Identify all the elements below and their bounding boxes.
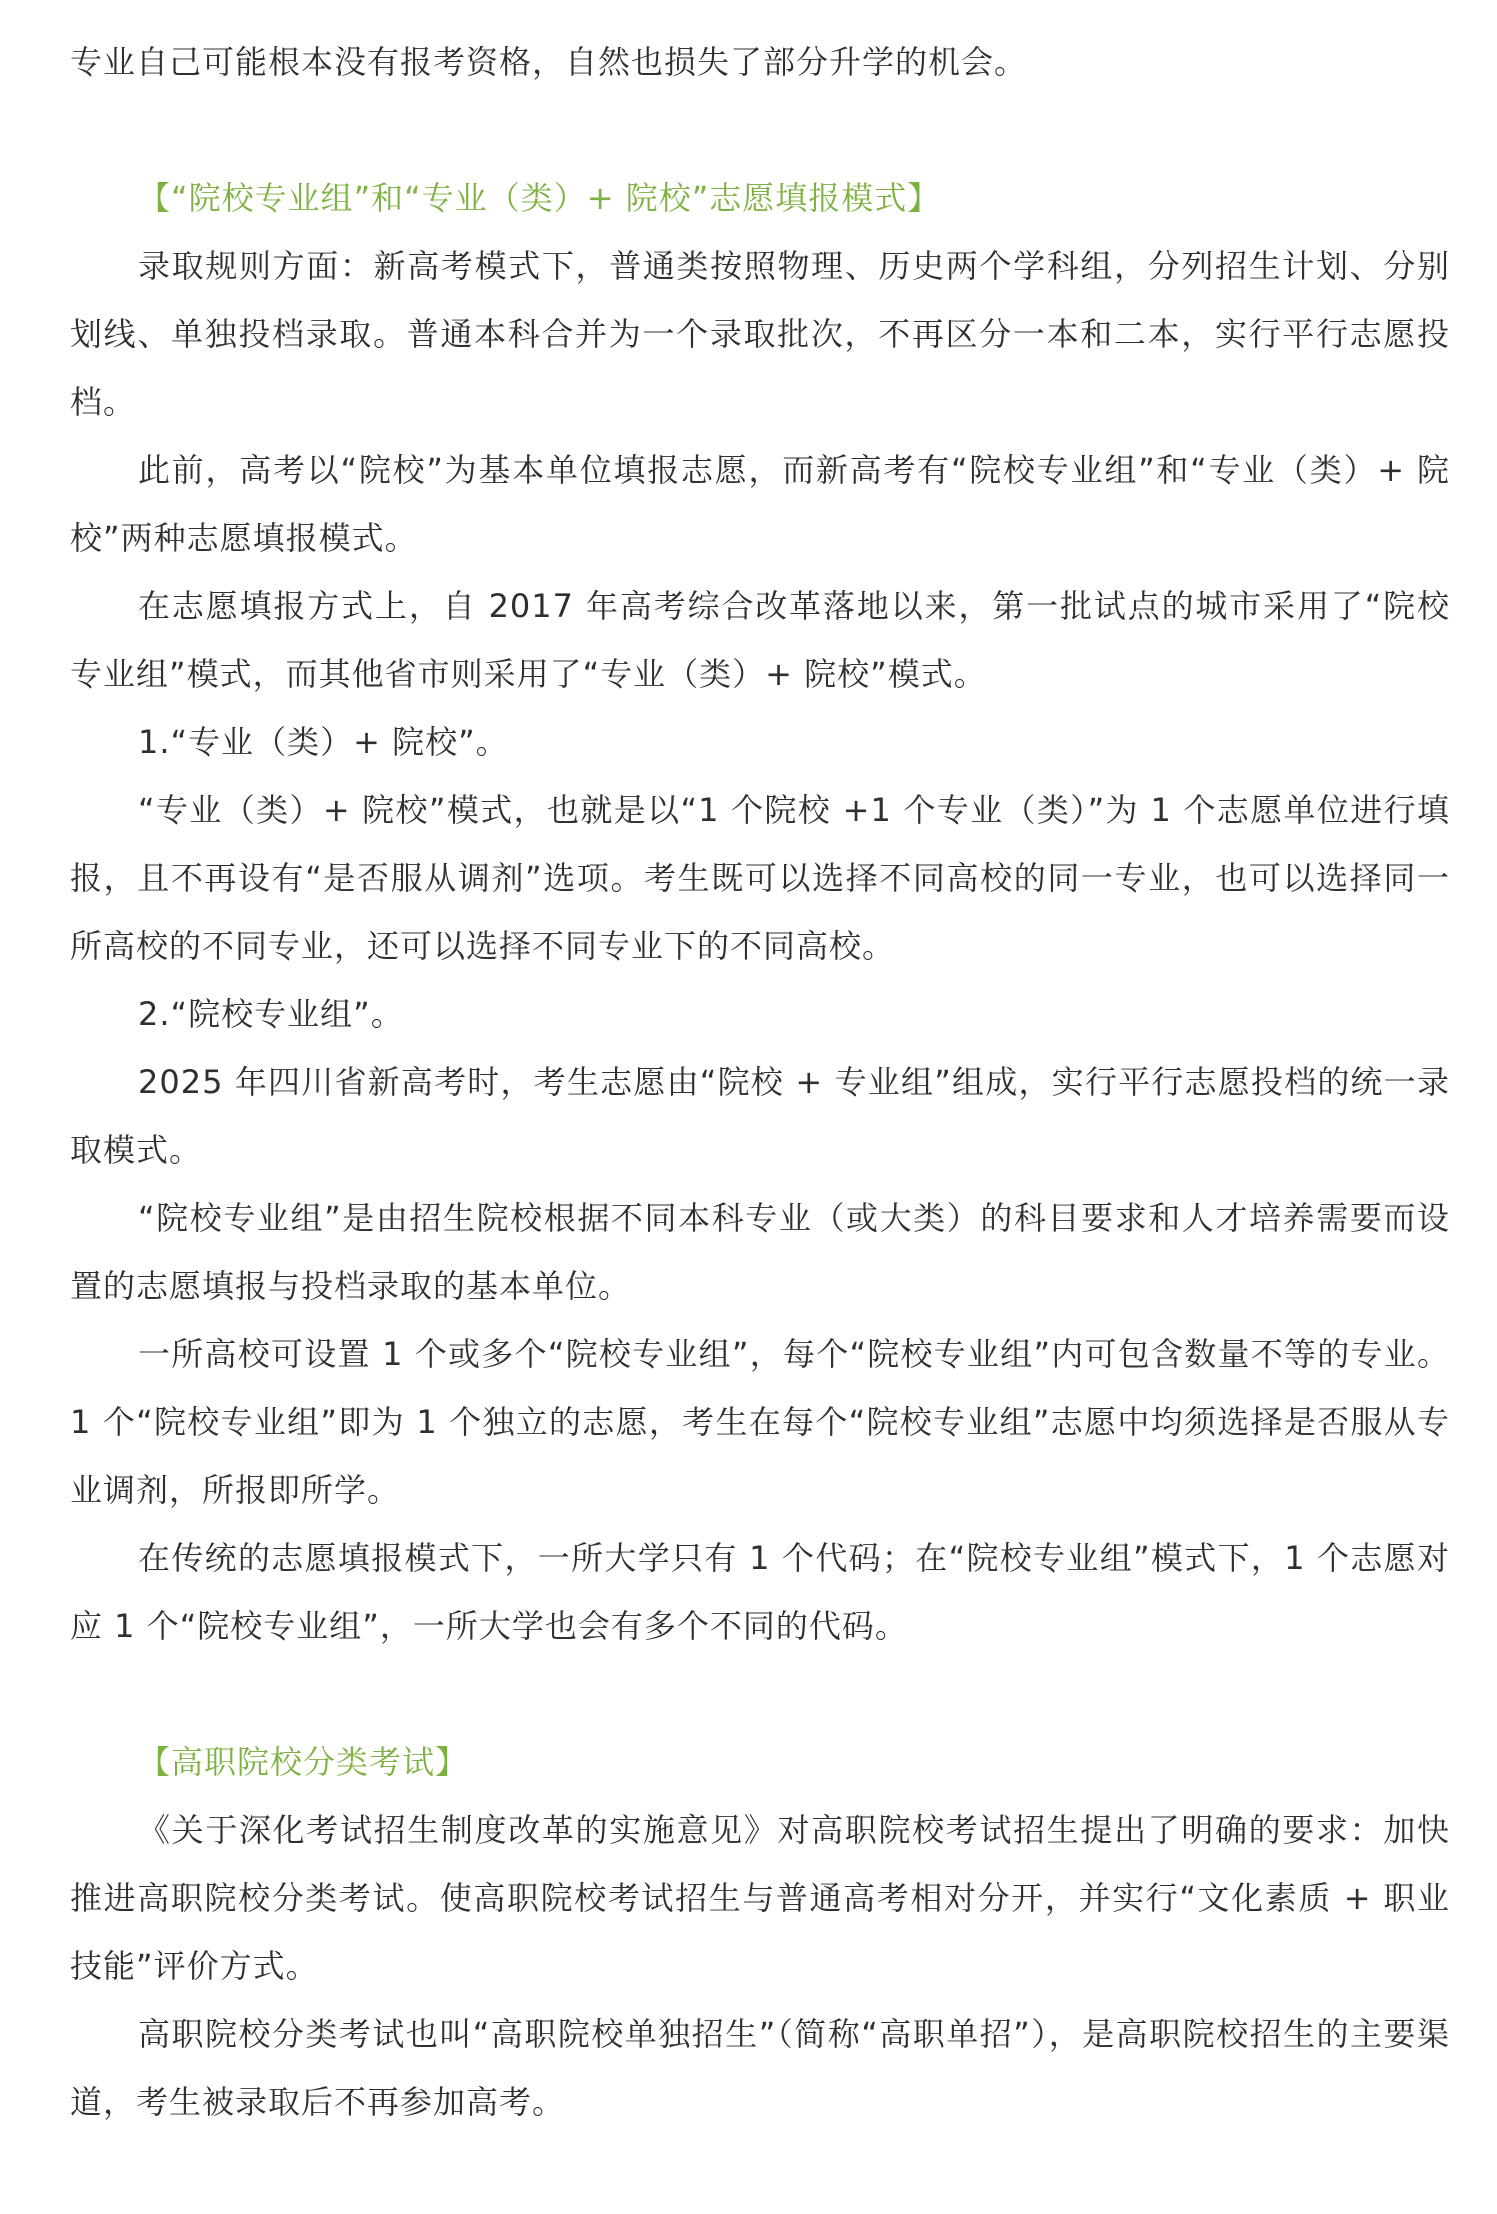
section-heading-volunteer-modes: 【“院校专业组”和“专业（类）+ 院校”志愿填报模式】 [138, 179, 941, 217]
paragraph-filling-method: 在志愿填报方式上，自 2017 年高考综合改革落地以来，第一批试点的城市采用了“院校专业组”模式，而其他省市则采用了“专业（类）+ 院校”模式。 [70, 587, 1450, 693]
paragraph-traditional-vs-group: 在传统的志愿填报模式下，一所大学只有 1 个代码；在“院校专业组”模式下，1 个志愿对应 1 个“院校专业组”，一所大学也会有多个不同的代码。 [70, 1539, 1450, 1645]
paragraph-major-group-rules: 一所高校可设置 1 个或多个“院校专业组”，每个“院校专业组”内可包含数量不等的专业。1 个“院校专业组”即为 1 个独立的志愿，考生在每个“院校专业组”志愿中均须选择是否服从专业调剂，所报即所学。 [70, 1335, 1450, 1509]
section-heading-vocational-exam: 【高职院校分类考试】 [138, 1743, 469, 1781]
list-item-school-major-group: 2.“院校专业组”。 [138, 995, 404, 1033]
article-body [70, 28, 1450, 2136]
paragraph-admission-rules: 录取规则方面：新高考模式下，普通类按照物理、历史两个学科组，分列招生计划、分别划线、单独投档录取。普通本科合并为一个录取批次，不再区分一本和二本，实行平行志愿投档。 [70, 247, 1450, 421]
list-item-major-plus-school: 1.“专业（类）+ 院校”。 [138, 723, 509, 761]
paragraph-major-plus-school-detail: “专业（类）+ 院校”模式，也就是以“1 个院校 +1 个专业（类）”为 1 个志愿单位进行填报，且不再设有“是否服从调剂”选项。考生既可以选择不同高校的同一专业，也可以选择同一所高校的不同专业，还可以选择不同专业下的不同高校。 [70, 791, 1450, 965]
paragraph-sichuan-2025: 2025 年四川省新高考时，考生志愿由“院校 + 专业组”组成，实行平行志愿投档的统一录取模式。 [70, 1063, 1450, 1169]
paragraph-reform-opinion: 《关于深化考试招生制度改革的实施意见》对高职院校考试招生提出了明确的要求：加快推进高职院校分类考试。使高职院校考试招生与普通高考相对分开，并实行“文化素质 + 职业技能”评价方式。 [70, 1811, 1450, 1985]
paragraph-previous-mode: 此前，高考以“院校”为基本单位填报志愿，而新高考有“院校专业组”和“专业（类）+ 院校”两种志愿填报模式。 [70, 451, 1450, 557]
intro-paragraph: 专业自己可能根本没有报考资格，自然也损失了部分升学的机会。 [70, 43, 1028, 81]
paragraph-vocational-single-enrollment: 高职院校分类考试也叫“高职院校单独招生”（简称“高职单招”），是高职院校招生的主要渠道，考生被录取后不再参加高考。 [70, 2015, 1450, 2121]
paragraph-major-group-definition: “院校专业组”是由招生院校根据不同本科专业（或大类）的科目要求和人才培养需要而设置的志愿填报与投档录取的基本单位。 [70, 1199, 1450, 1305]
